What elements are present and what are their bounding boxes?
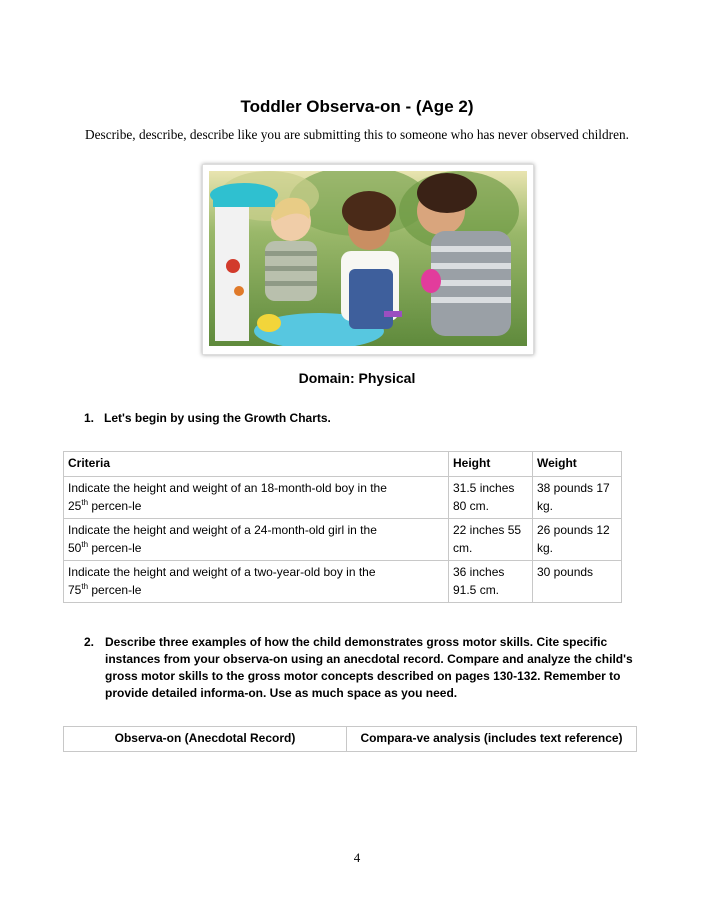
question-1-number: 1.	[84, 411, 95, 425]
criteria-cell	[64, 477, 449, 519]
height-cell: 22 inches 55 cm.	[449, 519, 533, 561]
table-row	[64, 519, 622, 561]
weight-cell: 38 pounds 17 kg.	[533, 477, 622, 519]
height-cell: 36 inches 91.5 cm.	[449, 561, 533, 603]
table-row	[64, 477, 622, 519]
criteria-text: Indicate the height and weight of a 24-month-old girl in the	[68, 523, 377, 537]
criteria-text: Indicate the height and weight of an 18-month-old boy in the	[68, 481, 387, 495]
question-2-text: Describe three examples of how the child demonstrates gross motor skills. Cite specific instances from your observa-on using an anecdotal record. Compare and analyze the child's gross motor skills to the gross motor concepts described on pages 130-132. Remember to provide detailed informa-on. Use as much space as you need.	[105, 635, 633, 700]
percentile-word: percen-le	[91, 499, 142, 513]
instructions-subtitle: Describe, describe, describe like you are submitting this to someone who has never observed children.	[85, 127, 629, 142]
growth-chart-table	[63, 451, 622, 603]
question-1	[84, 411, 331, 425]
page-title: Toddler Observa-on - (Age 2)	[240, 97, 474, 116]
header-comparative-analysis: Compara-ve analysis (includes text reference)	[347, 727, 637, 752]
height-cell: 31.5 inches 80 cm.	[449, 477, 533, 519]
percentile-number: 50	[68, 541, 82, 555]
page-number: 4	[353, 850, 361, 865]
percentile-ordinal: th	[81, 498, 89, 507]
header-weight: Weight	[533, 452, 622, 477]
table-header-row	[64, 452, 622, 477]
domain-heading: Domain: Physical	[298, 370, 416, 386]
header-observation: Observa-on (Anecdotal Record)	[64, 727, 347, 752]
question-2-number: 2.	[84, 635, 95, 649]
header-criteria: Criteria	[64, 452, 449, 477]
criteria-text: Indicate the height and weight of a two-year-old boy in the	[68, 565, 376, 579]
table-row	[64, 561, 622, 603]
percentile-number: 25	[68, 499, 82, 513]
percentile-ordinal: th	[81, 582, 89, 591]
percentile-ordinal: th	[81, 540, 89, 549]
weight-cell: 26 pounds 12 kg.	[533, 519, 622, 561]
question-2	[84, 634, 644, 702]
criteria-cell	[64, 519, 449, 561]
observation-table	[63, 726, 637, 752]
criteria-cell	[64, 561, 449, 603]
header-height: Height	[449, 452, 533, 477]
weight-cell: 30 pounds	[533, 561, 622, 603]
percentile-number: 75	[68, 583, 82, 597]
percentile-word: percen-le	[91, 541, 142, 555]
question-1-text: Let's begin by using the Growth Charts.	[104, 411, 331, 425]
toddlers-photo	[202, 164, 534, 355]
percentile-word: percen-le	[91, 583, 142, 597]
table-header-row	[64, 727, 637, 752]
toddlers-playing-photo-icon	[209, 171, 527, 346]
